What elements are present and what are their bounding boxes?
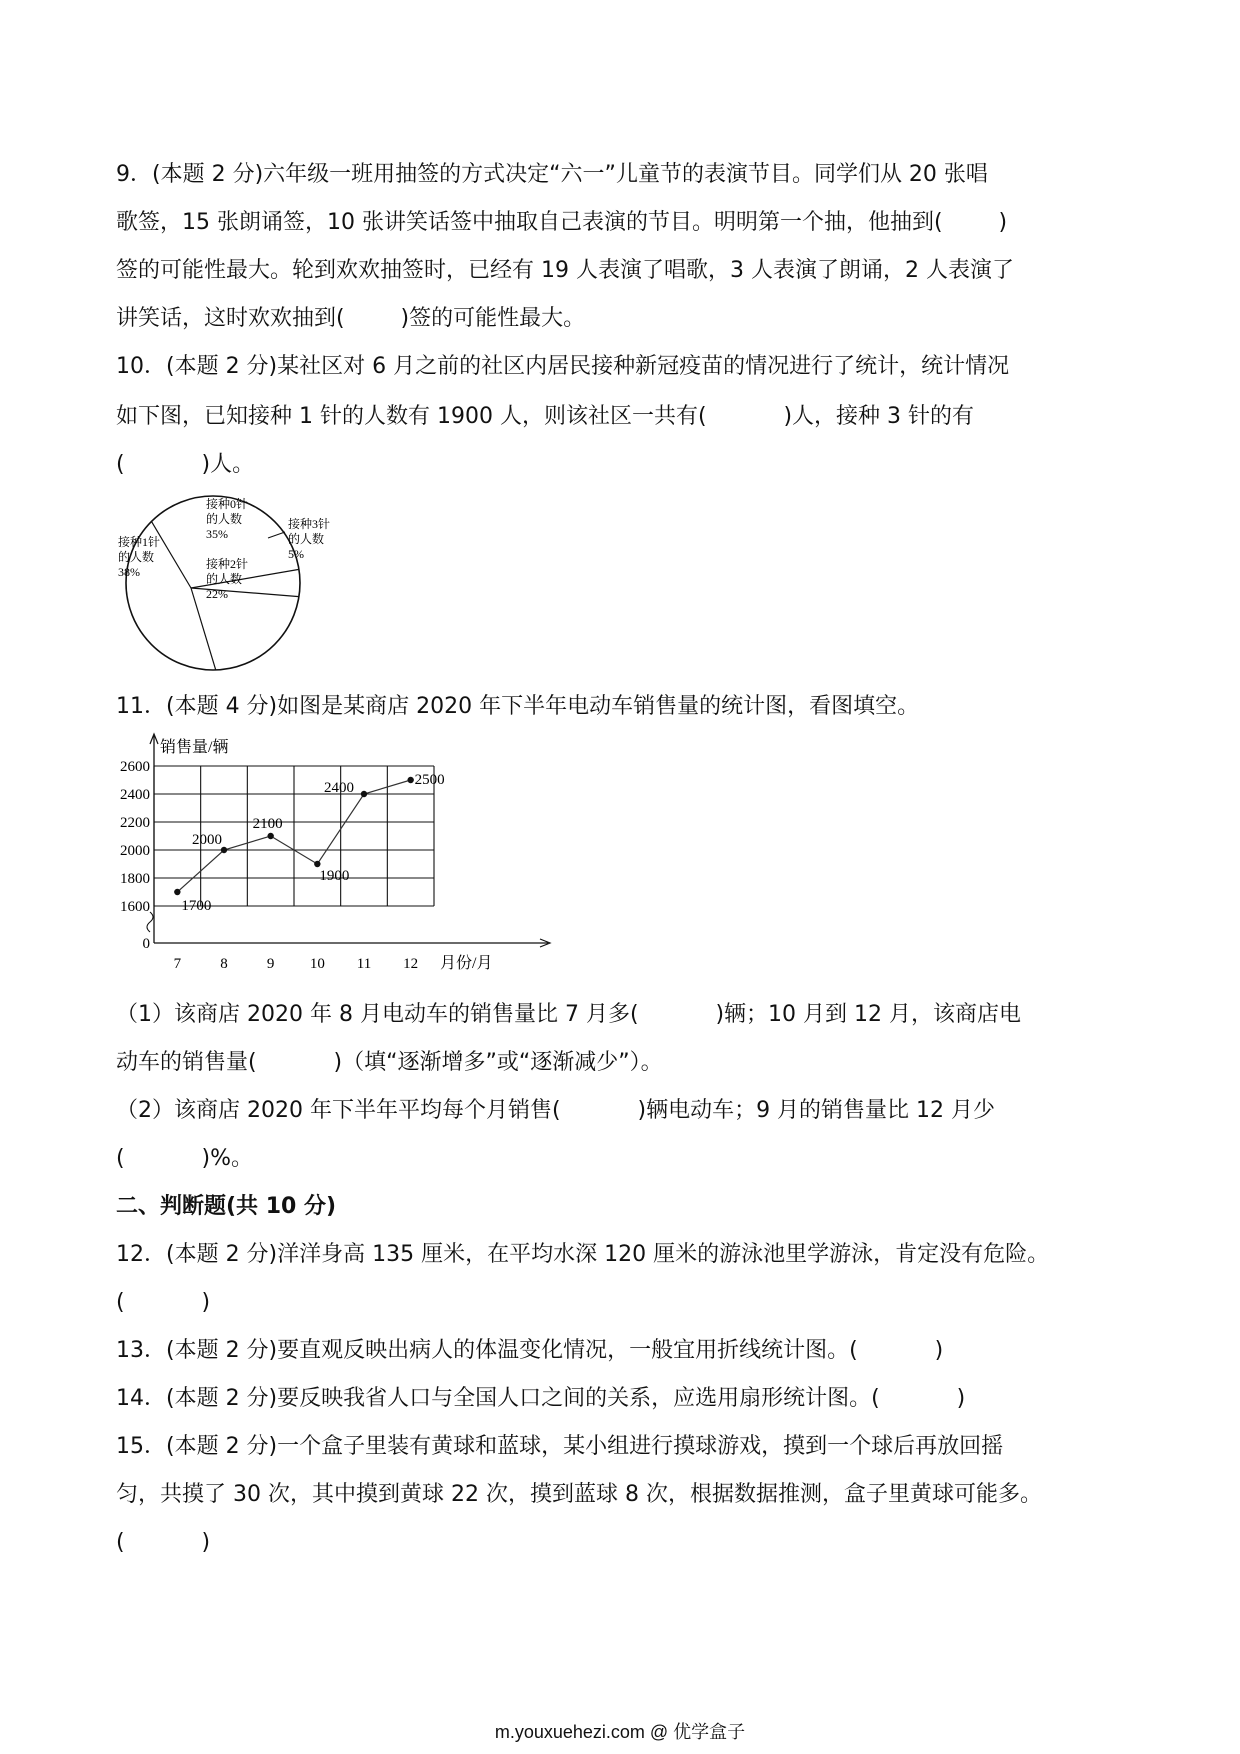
q12-line-2: ( ): [116, 1290, 211, 1315]
pie-leader-line: [268, 532, 285, 538]
y-tick-label: 2600: [120, 759, 150, 775]
pie-slice-percent: 35%: [206, 527, 228, 541]
pie-slice-label: 接种3针: [288, 517, 331, 531]
data-point: [267, 833, 273, 839]
pie-slice-percent: 38%: [118, 565, 140, 579]
data-point: [407, 777, 413, 783]
y-tick-label: 2000: [120, 843, 150, 859]
q9-line-1: 9．(本题 2 分)六年级一班用抽签的方式决定“六一”儿童节的表演节目。同学们从 20 张唱: [116, 162, 988, 187]
data-value-label: 2500: [414, 772, 445, 788]
y-tick-label: 2400: [120, 787, 150, 803]
pie-slice-label: 接种0针: [206, 497, 249, 511]
data-point: [174, 889, 180, 895]
data-value-label: 2400: [324, 780, 354, 796]
data-value-label: 2000: [192, 832, 222, 848]
data-value-label: 1900: [319, 868, 350, 884]
y-tick-label: 1600: [120, 899, 150, 915]
q9-line-4: 讲笑话，这时欢欢抽到( )签的可能性最大。: [116, 306, 586, 331]
y-axis-label: 销售量/辆: [160, 739, 229, 756]
pie-slice-percent: 5%: [288, 547, 304, 561]
pie-slice-label: 的人数: [206, 572, 243, 586]
pie-slice-label: 接种2针: [206, 557, 249, 571]
pie-slice-percent: 22%: [206, 587, 228, 601]
y-tick-label: 0: [142, 936, 150, 952]
pie-slice-label: 接种1针: [118, 535, 161, 549]
q13-line-1: 13．(本题 2 分)要直观反映出病人的体温变化情况，一般宜用折线统计图。( ): [116, 1338, 944, 1363]
q11-part1-line-1: （1）该商店 2020 年 8 月电动车的销售量比 7 月多( )辆；10 月到 12 月，该商店电: [116, 1002, 1021, 1027]
x-tick-label: 9: [266, 956, 275, 972]
q9-line-2: 歌签，15 张朗诵签，10 张讲笑话签中抽取自己表演的节目。明明第一个抽，他抽到( ): [116, 210, 1008, 235]
q11-line-1: 11．(本题 4 分)如图是某商店 2020 年下半年电动车销售量的统计图，看图填空。: [116, 694, 920, 719]
q9-line-3: 签的可能性最大。轮到欢欢抽签时，已经有 19 人表演了唱歌，3 人表演了朗诵，2 人表演了: [116, 258, 1014, 283]
y-tick-label: 2200: [120, 815, 150, 831]
x-axis-label: 月份/月: [440, 955, 493, 972]
pie-slice-label: 的人数: [288, 532, 325, 546]
sales-line-chart: [118, 730, 558, 980]
pie-slice-boundary: [151, 521, 191, 588]
x-tick-label: 11: [356, 956, 372, 972]
x-tick-label: 12: [403, 956, 419, 972]
q14-line-1: 14．(本题 2 分)要反映我省人口与全国人口之间的关系，应选用扇形统计图。( ): [116, 1386, 966, 1411]
data-value-label: 1700: [181, 898, 212, 914]
section-title: 二、判断题(共 10 分): [116, 1194, 337, 1219]
footer-site: m.youxuehezi.com @ 优学盒子: [494, 1722, 746, 1742]
q10-line-1: 10．(本题 2 分)某社区对 6 月之前的社区内居民接种新冠疫苗的情况进行了统计，统计情况: [116, 354, 1010, 379]
vaccination-pie-chart: [110, 488, 420, 678]
q11-part2-line-1: （2）该商店 2020 年下半年平均每个月销售( )辆电动车；9 月的销售量比 12 月少: [116, 1098, 996, 1123]
pie-slice-label: 的人数: [118, 550, 155, 564]
q15-line-1: 15．(本题 2 分)一个盒子里装有黄球和蓝球，某小组进行摸球游戏，摸到一个球后再放回摇: [116, 1434, 1004, 1459]
pie-slice-label: 的人数: [206, 512, 243, 526]
data-point: [314, 861, 320, 867]
q11-part2-line-2: ( )%。: [116, 1146, 253, 1171]
q10-line-3: ( )人。: [116, 452, 255, 477]
q15-line-2: 匀，共摸了 30 次，其中摸到黄球 22 次，摸到蓝球 8 次，根据数据推测，盒子里黄球可能多。: [116, 1482, 1042, 1507]
q10-line-2: 如下图，已知接种 1 针的人数有 1900 人，则该社区一共有( )人，接种 3 针的有: [116, 404, 975, 429]
axis-break-mark: [147, 912, 153, 932]
x-tick-label: 10: [309, 956, 325, 972]
q12-line-1: 12．(本题 2 分)洋洋身高 135 厘米，在平均水深 120 厘米的游泳池里学游泳，肯定没有危险。: [116, 1242, 1050, 1267]
q11-part1-line-2: 动车的销售量( )（填“逐渐增多”或“逐渐减少”）。: [116, 1050, 663, 1075]
y-tick-label: 1800: [120, 871, 150, 887]
q15-line-3: ( ): [116, 1530, 211, 1555]
x-tick-label: 8: [220, 956, 228, 972]
data-value-label: 2100: [252, 816, 283, 832]
x-tick-label: 7: [173, 956, 182, 972]
data-point: [361, 791, 367, 797]
